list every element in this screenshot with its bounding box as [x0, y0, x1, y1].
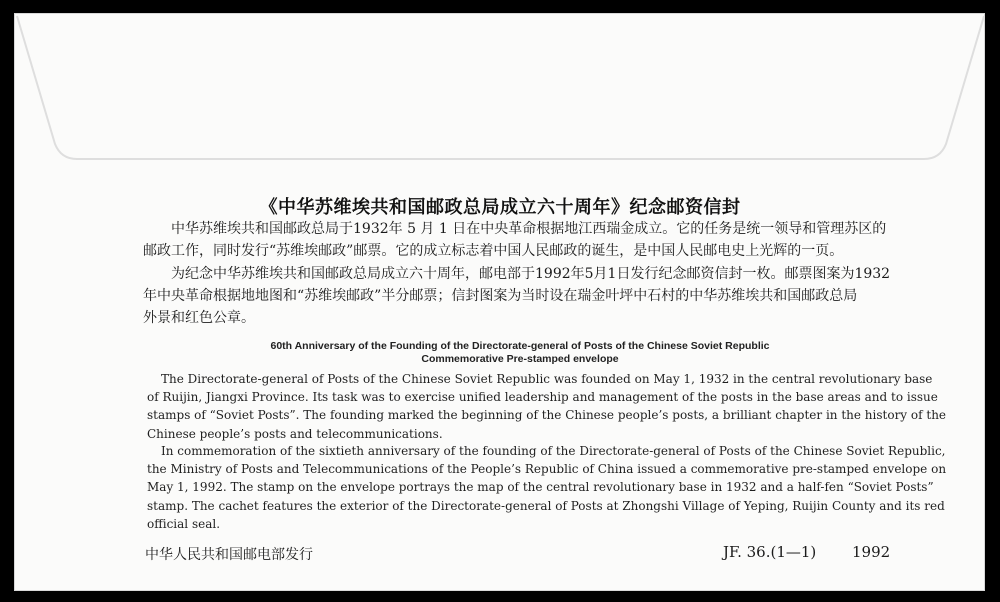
issuer-line: 中华人民共和国邮电部发行 [145, 547, 313, 563]
text-line: of Ruijin, Jiangxi Province. Its task was to exercise unified leadership and management of the posts in the base areas and to issue [147, 390, 938, 405]
text-line: 中华苏维埃共和国邮政总局于1932年 5 月 1 日在中央革命根据地江西瑞金成立。它的任务是统一领导和管理苏区的 [171, 221, 887, 237]
english-title: 60th Anniversary of the Founding of the Directorate-general of Posts of the Chinese Soviet Republic [270, 340, 770, 352]
text-line: In commemoration of the sixtieth anniversary of the founding of the Directorate-general of Posts of the Chinese Soviet Republic, [161, 444, 946, 458]
text-line: 年中央革命根据地地图和“苏维埃邮政”半分邮票；信封图案为当时设在瑞金叶坪中石村的中华苏维埃共和国邮政总局 [143, 288, 858, 304]
text-line: The Directorate-general of Posts of the Chinese Soviet Republic was founded on May 1, 1932 in the central revolutionary base [161, 372, 933, 386]
chinese-paragraph-2 [143, 263, 903, 329]
text-line: Chinese people’s posts and telecommunications. [147, 426, 443, 441]
chinese-paragraph-1 [143, 218, 903, 262]
text-line: May 1, 1992. The stamp on the envelope portrays the map of the central revolutionary base in 1932 and a half-fen “Soviet Posts” [147, 480, 934, 495]
text-line: 邮政工作，同时发行“苏维埃邮政”邮票。它的成立标志着中国人民邮政的诞生，是中国人民邮电史上光辉的一页。 [143, 243, 844, 259]
text-line: 为纪念中华苏维埃共和国邮政总局成立六十周年，邮电部于1992年5月1日发行纪念邮资信封一枚。邮票图案为1932 [171, 266, 891, 282]
envelope-flap [15, 14, 986, 174]
english-paragraph-2 [147, 442, 947, 533]
text-line: stamps of “Soviet Posts”. The founding marked the beginning of the Chinese people’s posts, a brilliant chapter in the history of the [147, 408, 947, 423]
chinese-title: 《中华苏维埃共和国邮政总局成立六十周年》纪念邮资信封 [259, 197, 741, 218]
issue-year: 1992 [852, 543, 891, 561]
english-subtitle: Commemorative Pre-stamped envelope [421, 353, 619, 365]
text-line: the Ministry of Posts and Telecommunications of the People’s Republic of China issued a commemorative pre-stamped envelope on [147, 462, 947, 477]
text-line: official seal. [147, 516, 221, 531]
text-line: stamp. The cachet features the exterior of the Directorate-general of Posts at Zhongshi Village of Yeping, Ruijin County and its red [147, 498, 945, 513]
text-line: 外景和红色公章。 [143, 310, 255, 326]
catalog-code: JF. 36.(1—1) [723, 543, 817, 561]
english-paragraph-1 [147, 370, 947, 443]
